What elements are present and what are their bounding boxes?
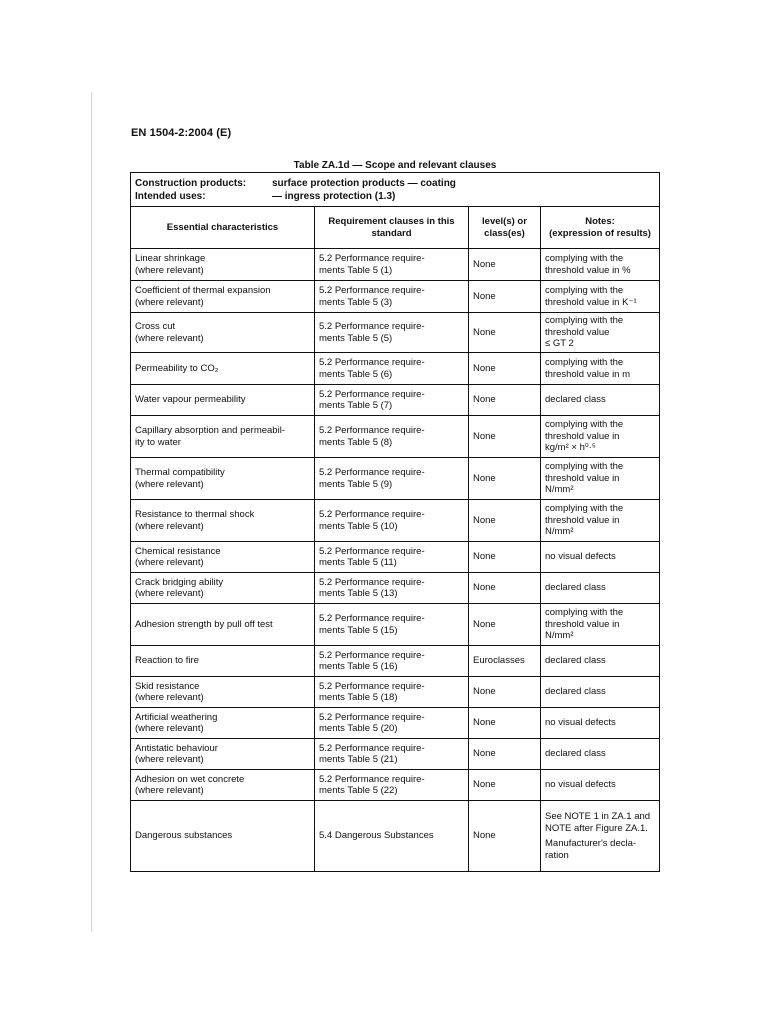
characteristic-line: Antistatic behaviour: [135, 742, 218, 754]
table-row: [131, 770, 660, 801]
cell-characteristic: [131, 249, 315, 281]
scope-row: [131, 173, 660, 207]
characteristic-line: Permeability to CO₂: [135, 362, 219, 374]
table-row: [131, 313, 660, 353]
page-margin-rule: [91, 92, 92, 932]
document-header: EN 1504-2:2004 (E): [131, 127, 232, 139]
notes-paragraph: Manufacturer's decla- ration: [545, 838, 637, 861]
characteristic-line: Cross cut: [135, 321, 176, 332]
cell-clause: 5.2 Performance require- ments Table 5 (9): [315, 458, 469, 500]
cell-level: Euroclasses: [469, 646, 541, 677]
cell-characteristic: [131, 646, 315, 677]
cell-level: None: [469, 313, 541, 353]
cell-level: None: [469, 739, 541, 770]
cell-notes: [541, 801, 660, 872]
characteristic-line: Capillary absorption and permeabil- ity to water: [135, 425, 285, 448]
cell-characteristic: [131, 604, 315, 646]
notes-paragraph: declared class: [545, 582, 606, 594]
cell-notes: [541, 646, 660, 677]
cell-notes: [541, 542, 660, 573]
table-row: [131, 646, 660, 677]
characteristic-line: Skid resistance: [135, 680, 200, 692]
characteristic-line: Artificial weathering: [135, 711, 218, 723]
characteristic-line: Thermal compatibility: [135, 467, 225, 478]
table-row: [131, 500, 660, 542]
table-row: [131, 739, 660, 770]
notes-paragraph: complying with the threshold value in m: [545, 357, 631, 380]
cell-characteristic: [131, 801, 315, 872]
table-row: [131, 249, 660, 281]
characteristic-line: (where relevant): [135, 754, 204, 765]
cell-clause: 5.2 Performance require- ments Table 5 (21): [315, 739, 469, 770]
column-header-row: [131, 207, 660, 249]
characteristic-line: Adhesion strength by pull off test: [135, 618, 273, 630]
notes-paragraph: complying with the threshold value in N/mm²: [545, 503, 624, 538]
cell-notes: [541, 281, 660, 313]
col-header-notes: [541, 207, 660, 249]
cell-clause: 5.2 Performance require- ments Table 5 (10): [315, 500, 469, 542]
characteristic-line: Water vapour permeability: [135, 394, 246, 406]
characteristic-line: Linear shrinkage: [135, 253, 206, 264]
characteristic-line: Coefficient of thermal expansion: [135, 285, 271, 296]
cell-characteristic: [131, 770, 315, 801]
cell-characteristic: [131, 458, 315, 500]
cell-level: None: [469, 677, 541, 708]
cell-characteristic: [131, 385, 315, 416]
characteristic-line: Resistance to thermal shock: [135, 509, 255, 520]
cell-clause: 5.2 Performance require- ments Table 5 (8): [315, 416, 469, 458]
cell-characteristic: [131, 708, 315, 739]
characteristic-line: (where relevant): [135, 723, 204, 734]
scope-clauses-table: [130, 172, 660, 872]
col-header-levels: level(s) or class(es): [469, 207, 541, 249]
products-value: surface protection products — coating: [272, 177, 456, 189]
notes-paragraph: complying with the threshold value in K⁻¹: [545, 285, 637, 308]
characteristic-line: (where relevant): [135, 520, 204, 532]
characteristic-line: (where relevant): [135, 588, 204, 599]
cell-notes: [541, 573, 660, 604]
table-row: [131, 573, 660, 604]
notes-paragraph: complying with the threshold value in %: [545, 253, 631, 276]
notes-paragraph: declared class: [545, 686, 606, 698]
cell-notes: [541, 313, 660, 353]
cell-clause: 5.2 Performance require- ments Table 5 (1): [315, 249, 469, 281]
characteristic-line: (where relevant): [135, 296, 204, 308]
characteristic-line: (where relevant): [135, 692, 204, 703]
col-header-clauses: Requirement clauses in this standard: [315, 207, 469, 249]
cell-characteristic: [131, 313, 315, 353]
cell-level: None: [469, 249, 541, 281]
characteristic-line: Crack bridging ability: [135, 576, 224, 588]
cell-notes: [541, 708, 660, 739]
cell-clause: 5.2 Performance require- ments Table 5 (16): [315, 646, 469, 677]
characteristic-line: (where relevant): [135, 557, 204, 568]
cell-notes: [541, 385, 660, 416]
cell-characteristic: [131, 353, 315, 385]
notes-paragraph: declared class: [545, 748, 606, 760]
cell-level: None: [469, 385, 541, 416]
characteristic-line: (where relevant): [135, 264, 204, 276]
cell-level: None: [469, 542, 541, 573]
cell-level: None: [469, 770, 541, 801]
table-row: [131, 801, 660, 872]
cell-clause: 5.2 Performance require- ments Table 5 (5): [315, 313, 469, 353]
uses-label: Intended uses:: [135, 190, 206, 202]
col-header-characteristics: Essential characteristics: [131, 207, 315, 249]
cell-notes: [541, 353, 660, 385]
products-line: [135, 177, 655, 190]
cell-clause: 5.2 Performance require- ments Table 5 (3): [315, 281, 469, 313]
cell-level: None: [469, 604, 541, 646]
table-row: [131, 281, 660, 313]
cell-level: None: [469, 416, 541, 458]
cell-characteristic: [131, 573, 315, 604]
characteristic-line: (where relevant): [135, 478, 204, 490]
cell-level: None: [469, 500, 541, 542]
characteristic-line: Reaction to fire: [135, 655, 199, 667]
cell-clause: 5.2 Performance require- ments Table 5 (7): [315, 385, 469, 416]
cell-clause: 5.2 Performance require- ments Table 5 (13): [315, 573, 469, 604]
characteristic-line: Chemical resistance: [135, 545, 221, 557]
scope-cell: [131, 173, 660, 207]
characteristic-line: Dangerous substances: [135, 830, 233, 842]
notes-paragraph: complying with the threshold value in kg/m² × h⁰·⁵: [545, 419, 624, 454]
notes-paragraph: complying with the threshold value in N/mm²: [545, 607, 624, 642]
cell-characteristic: [131, 542, 315, 573]
notes-paragraph: complying with the threshold value in N/mm²: [545, 461, 624, 496]
cell-clause: 5.4 Dangerous Substances: [315, 801, 469, 872]
table-row: [131, 416, 660, 458]
cell-characteristic: [131, 739, 315, 770]
table-row: [131, 458, 660, 500]
cell-level: None: [469, 708, 541, 739]
table-body: [131, 249, 660, 872]
cell-characteristic: [131, 500, 315, 542]
cell-clause: 5.2 Performance require- ments Table 5 (20): [315, 708, 469, 739]
products-label: Construction products:: [135, 177, 247, 189]
cell-notes: [541, 249, 660, 281]
characteristic-line: (where relevant): [135, 332, 204, 344]
cell-clause: 5.2 Performance require- ments Table 5 (22): [315, 770, 469, 801]
notes-paragraph: no visual defects: [545, 717, 616, 729]
cell-clause: 5.2 Performance require- ments Table 5 (18): [315, 677, 469, 708]
cell-characteristic: [131, 281, 315, 313]
table-row: [131, 353, 660, 385]
cell-notes: [541, 458, 660, 500]
notes-paragraph: no visual defects: [545, 779, 616, 791]
cell-level: None: [469, 353, 541, 385]
cell-level: None: [469, 573, 541, 604]
cell-notes: [541, 770, 660, 801]
cell-notes: [541, 677, 660, 708]
table-title: Table ZA.1d — Scope and relevant clauses: [293, 160, 497, 171]
cell-characteristic: [131, 416, 315, 458]
table-row: [131, 677, 660, 708]
cell-clause: 5.2 Performance require- ments Table 5 (15): [315, 604, 469, 646]
notes-paragraph: no visual defects: [545, 551, 616, 563]
cell-characteristic: [131, 677, 315, 708]
notes-header-line-2: (expression of results): [549, 227, 651, 239]
table-row: [131, 604, 660, 646]
cell-notes: [541, 604, 660, 646]
notes-header-line-1: Notes:: [585, 216, 615, 227]
cell-level: None: [469, 801, 541, 872]
table-row: [131, 385, 660, 416]
uses-value: — ingress protection (1.3): [272, 190, 396, 202]
uses-line: [135, 190, 655, 203]
cell-notes: [541, 416, 660, 458]
cell-level: None: [469, 281, 541, 313]
characteristic-line: (where relevant): [135, 785, 204, 796]
notes-paragraph: See NOTE 1 in ZA.1 and NOTE after Figure ZA.1.: [545, 811, 651, 834]
characteristic-line: Adhesion on wet concrete: [135, 773, 245, 785]
cell-notes: [541, 500, 660, 542]
cell-clause: 5.2 Performance require- ments Table 5 (6): [315, 353, 469, 385]
notes-paragraph: complying with the threshold value ≤ GT 2: [545, 315, 624, 350]
table-row: [131, 708, 660, 739]
cell-level: None: [469, 458, 541, 500]
notes-paragraph: declared class: [545, 655, 606, 667]
cell-clause: 5.2 Performance require- ments Table 5 (11): [315, 542, 469, 573]
table-row: [131, 542, 660, 573]
notes-paragraph: declared class: [545, 394, 606, 406]
cell-notes: [541, 739, 660, 770]
